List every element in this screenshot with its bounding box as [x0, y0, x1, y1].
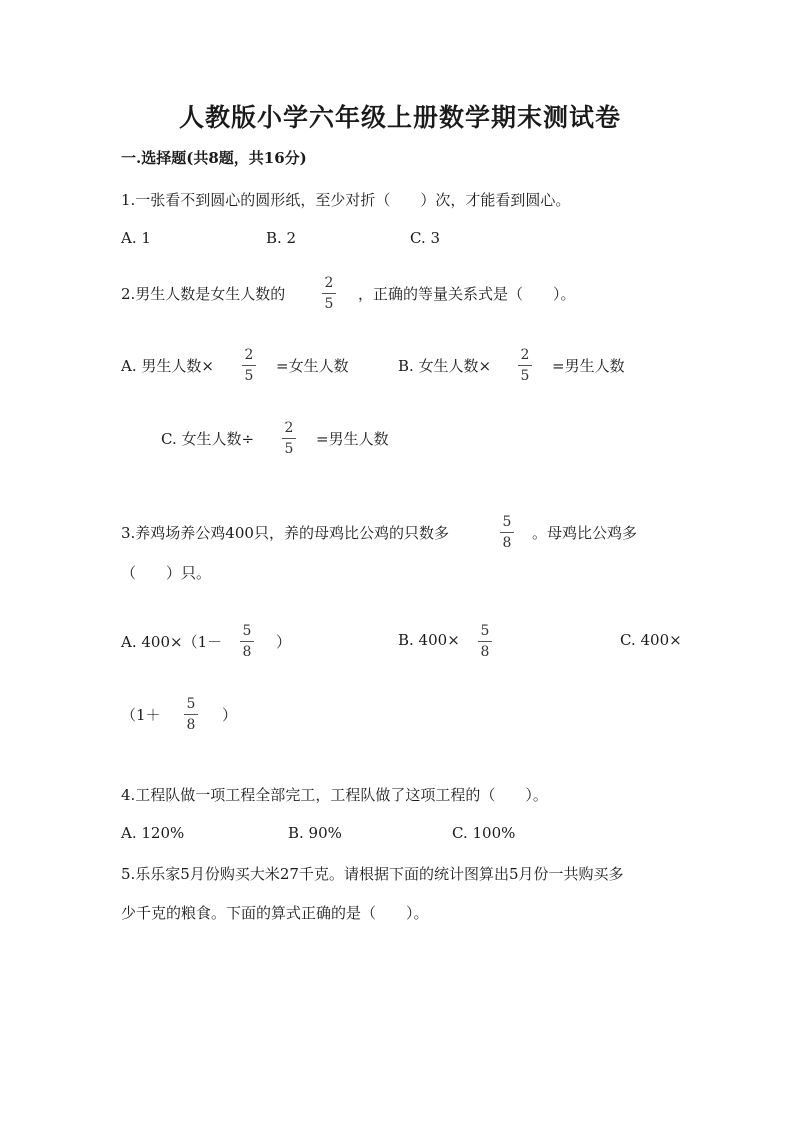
- question-3-stem-part1: 3.养鸡场养公鸡400只，养的母鸡比公鸡的只数多: [121, 524, 449, 542]
- fraction-denominator: 5: [324, 296, 334, 312]
- question-2-option-a-part2: =女生人数: [276, 357, 349, 375]
- question-3-option-c-fraction: [182, 696, 200, 733]
- fraction-numerator: 2: [244, 347, 254, 363]
- question-3-stem-part3: （ ）只。: [121, 564, 212, 582]
- fraction-numerator: 2: [520, 347, 530, 363]
- question-3-option-c-part1: C. 400×: [620, 631, 682, 649]
- question-4-stem: 4.工程队做一项工程全部完工，工程队做了这项工程的（ ）。: [121, 786, 548, 804]
- question-2-option-a-fraction: [240, 347, 258, 384]
- fraction-bar: [282, 438, 296, 439]
- fraction-bar: [518, 365, 532, 366]
- question-2-option-c-fraction: [280, 420, 298, 457]
- question-3-stem-part2: 。母鸡比公鸡多: [532, 524, 638, 542]
- question-3-fraction: [498, 514, 516, 551]
- question-3-option-a-part2: ）: [276, 633, 292, 651]
- question-2-fraction: [320, 275, 338, 312]
- question-2-option-b-fraction: [516, 347, 534, 384]
- fraction-bar: [500, 532, 514, 533]
- question-2-stem-part2: ，正确的等量关系式是（ ）。: [358, 285, 576, 303]
- question-1-option-b: B. 2: [266, 229, 297, 247]
- question-2-option-c-part2: =男生人数: [316, 430, 389, 448]
- question-4-option-c: C. 100%: [452, 824, 516, 842]
- fraction-bar: [322, 293, 336, 294]
- fraction-denominator: 5: [244, 368, 254, 384]
- fraction-numerator: 5: [480, 623, 490, 639]
- question-3-option-a-part1: A. 400×（1－: [121, 633, 223, 651]
- question-3-option-b-part1: B. 400×: [398, 631, 460, 649]
- fraction-bar: [478, 641, 492, 642]
- page-title: 人教版小学六年级上册数学期末测试卷: [178, 103, 621, 132]
- fraction-denominator: 5: [520, 368, 530, 384]
- question-2-option-b-part2: =男生人数: [552, 357, 625, 375]
- fraction-denominator: 8: [242, 644, 252, 660]
- question-5-stem-line1: 5.乐乐家5月份购买大米27千克。请根据下面的统计图算出5月份一共购买多: [121, 865, 624, 883]
- fraction-denominator: 8: [186, 717, 196, 733]
- fraction-bar: [242, 365, 256, 366]
- section-heading: 一.选择题(共8题，共16分): [121, 149, 307, 167]
- question-4-option-a: A. 120%: [121, 824, 185, 842]
- fraction-denominator: 8: [502, 535, 512, 551]
- question-3-option-c-part2: （1＋: [121, 706, 161, 724]
- fraction-numerator: 5: [502, 514, 512, 530]
- fraction-numerator: 2: [324, 275, 334, 291]
- fraction-numerator: 5: [186, 696, 196, 712]
- question-2-option-b-part1: B. 女生人数×: [398, 357, 492, 375]
- question-2-option-a-part1: A. 男生人数×: [121, 357, 214, 375]
- question-3-option-b-fraction: [476, 623, 494, 660]
- question-4-option-b: B. 90%: [288, 824, 342, 842]
- question-3-option-a-fraction: [238, 623, 256, 660]
- fraction-numerator: 5: [242, 623, 252, 639]
- fraction-numerator: 2: [284, 420, 294, 436]
- question-1-option-a: A. 1: [121, 229, 151, 247]
- question-3-option-c-part3: ）: [222, 706, 238, 724]
- question-1-stem: 1.一张看不到圆心的圆形纸，至少对折（ ）次，才能看到圆心。: [121, 191, 571, 209]
- fraction-bar: [184, 714, 198, 715]
- question-2-option-c-part1: C. 女生人数÷: [161, 430, 255, 448]
- question-1-option-c: C. 3: [410, 229, 441, 247]
- question-5-stem-line2: 少千克的粮食。下面的算式正确的是（ ）。: [121, 904, 429, 922]
- fraction-denominator: 5: [284, 441, 294, 457]
- fraction-denominator: 8: [480, 644, 490, 660]
- question-2-stem-part1: 2.男生人数是女生人数的: [121, 285, 286, 303]
- fraction-bar: [240, 641, 254, 642]
